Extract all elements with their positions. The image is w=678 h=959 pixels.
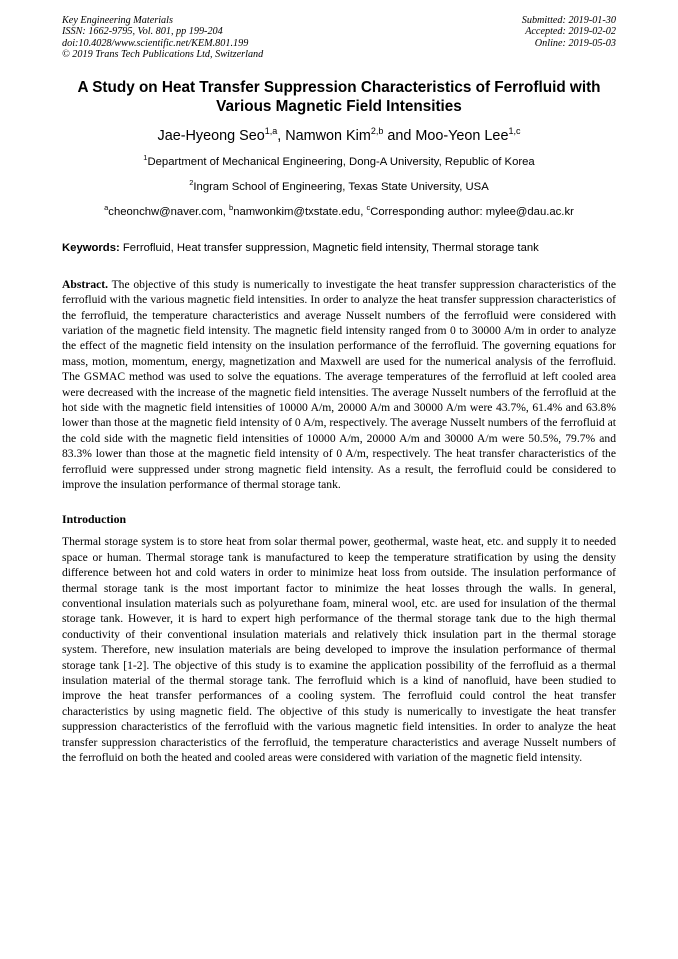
author-affiliation-mark: 2,b [370,125,384,136]
author-name: Jae-Hyeong Seo [157,127,265,144]
abstract-label: Abstract. [62,277,109,291]
email-mark: b [229,202,234,212]
keywords [62,241,616,255]
journal-name: Key Engineering Materials [62,15,173,26]
affiliation-text: Ingram School of Engineering, Texas State University, USA [193,180,489,193]
affiliation-mark: 1 [143,153,148,163]
affiliation-2 [62,176,616,194]
email-mark: c [366,202,371,212]
introduction-heading: Introduction [62,512,127,527]
author-name: Moo-Yeon Lee [415,127,509,144]
paper-title: A Study on Heat Transfer Suppression Characteristics of Ferrofluid with Various Magnetic Field Intensities [77,78,601,115]
affiliation-text: Department of Mechanical Engineering, Dong-A University, Republic of Korea [147,156,535,169]
author-emails [62,201,616,219]
author-separator: and [383,127,416,144]
publication-dates [522,15,616,61]
keywords-label: Keywords: [62,241,120,254]
email-text: Corresponding author: mylee@dau.ac.kr [370,205,574,218]
journal-info [62,15,263,61]
online-date: Online: 2019-05-03 [534,37,616,49]
issn-line: ISSN: 1662-9795, Vol. 801, pp 199-204 [62,26,223,38]
author-affiliation-mark: 1,c [508,125,521,136]
author-name: Namwon Kim [285,127,371,144]
email-text: namwonkim@txstate.edu, [233,205,367,218]
doi-line: doi:10.4028/www.scientific.net/KEM.801.199 [62,37,249,49]
accepted-date: Accepted: 2019-02-02 [525,26,616,38]
affiliation-1 [62,151,616,169]
journal-header [62,15,616,61]
author-list [62,122,616,145]
paper-page [62,15,616,777]
introduction-text: Thermal storage system is to store heat from solar thermal power, geothermal, waste heat, etc. and supply it to needed space or human. Thermal storage tank is manufactured to keep the temperature stratification by using the density difference between hot and cold waters in order to minimize heat loss from outside. The insulation performance of thermal storage tank is the most important factor to minimize the heat losses through the walls. In general, conventional insulation materials such as polyurethane foam, mineral wool, etc. are used for insulation of the thermal storage tank. However, it is hard to expert high performance of the thermal storage tank due to the high thermal conductivity of their conventional insulation materials and relatively thick insulation part in the thermal storage system. Therefore, new insulation materials are being developed to improve the insulation performance of thermal storage tank [1-2]. The objective of this study is to examine the application possibility of the ferrofluid as a thermal insulation material of the thermal storage tank. The ferrofluid which is a kind of nanofluid, have been studied to improve the heat transfer performances of a cooling system. The ferrofluid could control the heat transfer characteristics by using magnetic field. The objective of this study is numerically to investigate the heat transfer suppression characteristics of the ferrofluid with the various magnetic field intensities. In order to analyze the heat transfer suppression characteristics of the ferrofluid, the temperature characteristics and average Nusselt numbers of the ferrofluid on both the heated and cooled areas were considered with variation of the magnetic field intensity. [62,535,616,765]
abstract-text: The objective of this study is numerically to investigate the heat transfer suppression characteristics of the ferrofluid with the various magnetic field intensities. In order to analyze the heat transfer suppression characteristics of the ferrofluid, the temperature characteristics and average Nusselt numbers of the ferrofluid were considered with variation of the magnetic field intensity. The magnetic field intensity ranged from 0 to 30000 A/m in order to analyze the effect of the magnetic field intensity on the insulation performance of the ferrofluid. The governing equations for mass, motion, momentum, energy, magnetization and Maxwell are used for the numerical analysis of the ferrofluid. The GSMAC method was used to solve the equations. The average temperatures of the ferrofluid at left cooled area were decreased with the increase of the magnetic field intensities. The average Nusselt numbers of the ferrofluid at the hot side with the magnetic field intensities of 10000 A/m, 20000 A/m and 30000 A/m were 43.7%, 61.4% and 63.8% lower than those at the magnetic field intensity of 0 A/m, respectively. The average Nusselt numbers of the ferrofluid at the cold side with the magnetic field intensities of 10000 A/m, 20000 A/m and 30000 A/m were 50.5%, 79.7% and 83.3% lower than those at the magnetic field intensity of 0 A/m, respectively. The heat transfer characteristics of the ferrofluid were suppressed under strong magnetic field intensity. As a result, the ferrofluid could be considered to improve the insulation performance of thermal storage tank. [62,277,616,491]
keywords-text: Ferrofluid, Heat transfer suppression, Magnetic field intensity, Thermal storage tank [119,241,539,254]
abstract [62,277,616,493]
submitted-date: Submitted: 2019-01-30 [521,15,616,26]
author-separator: , [277,127,286,144]
email-mark: a [104,202,109,212]
author-affiliation-mark: 1,a [264,125,278,136]
affiliation-mark: 2 [189,178,194,188]
email-text: cheonchw@naver.com, [108,205,230,218]
copyright-line: © 2019 Trans Tech Publications Ltd, Switzerland [62,49,264,61]
